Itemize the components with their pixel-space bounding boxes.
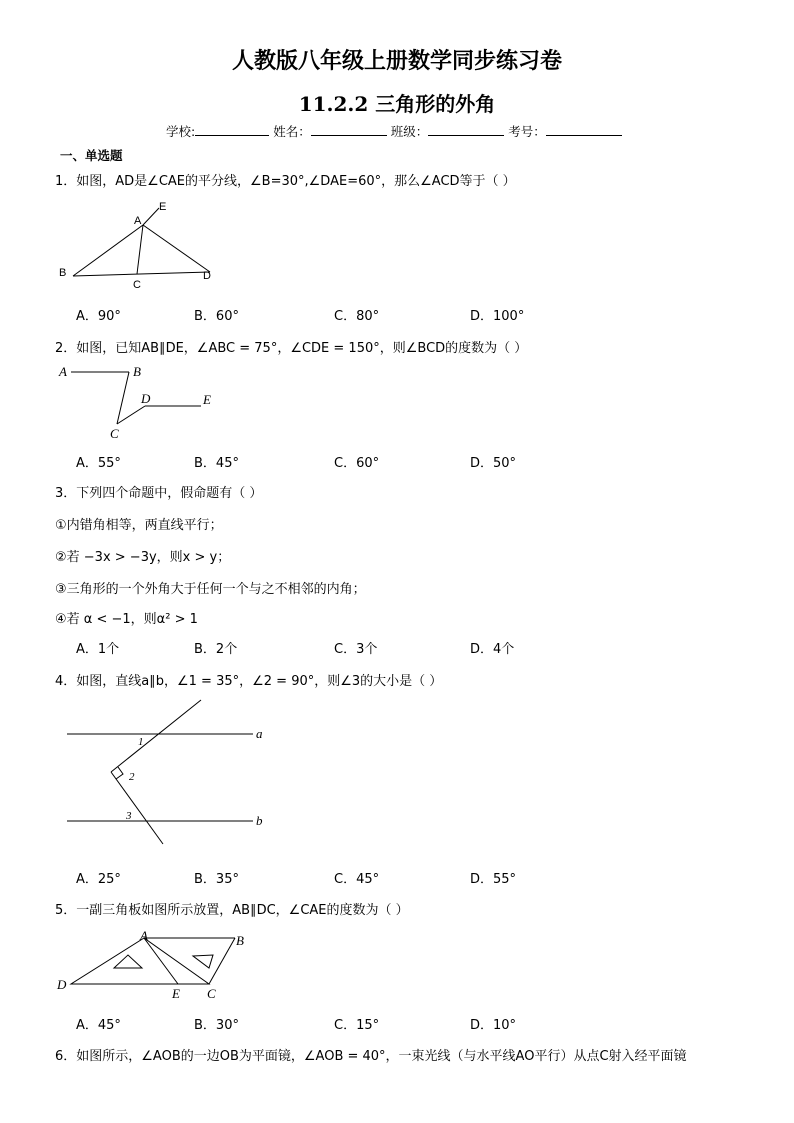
question-1-stem: 1．如图，AD是∠CAE的平分线，∠B=30°,∠DAE=60°，那么∠ACD等于（ ） (55, 174, 516, 189)
q2-option-a[interactable]: A．55° (76, 456, 121, 471)
q5-option-c[interactable]: C．15° (334, 1018, 380, 1033)
q4-option-c[interactable]: C．45° (334, 872, 380, 887)
school-blank[interactable] (195, 123, 269, 136)
q1-label-e: E (159, 201, 167, 213)
q4-label-a: a (256, 726, 263, 741)
q1-option-d[interactable]: D．100° (470, 309, 525, 324)
q5-label-b: B (236, 933, 244, 948)
q2-label-c: C (110, 426, 119, 441)
q4-option-b[interactable]: B．35° (194, 872, 239, 887)
q3-option-c[interactable]: C．3个 (334, 642, 378, 657)
q4-option-d[interactable]: D．55° (470, 872, 517, 887)
q4-angle-2: 2 (129, 771, 135, 783)
q5-label-d: D (57, 977, 67, 992)
question-4-figure (55, 700, 285, 860)
q1-label-a: A (134, 215, 142, 227)
q5-label-c: C (207, 986, 216, 1001)
name-blank[interactable] (311, 123, 387, 136)
question-2-options (76, 452, 756, 470)
exam-number-label: 考号： (508, 124, 546, 139)
q4-label-b: b (256, 813, 263, 828)
question-6-stem: 6．如图所示，∠AOB的一边OB为平面镜，∠AOB = 40°，一束光线（与水平线AO平行）从点C射入经平面镜 (55, 1049, 687, 1064)
q2-label-e: E (203, 392, 211, 407)
q3-statement-2: ②若 −3x > −3y，则x > y； (55, 550, 231, 565)
question-4-options (76, 868, 756, 886)
question-2-stem: 2．如图，已知AB∥DE，∠ABC = 75°，∠CDE = 150°，则∠BCD的度数为（ ） (55, 341, 528, 356)
q3-option-b[interactable]: B．2个 (194, 642, 238, 657)
question-1-figure (55, 198, 225, 293)
lesson-subtitle: 11.2.2 三角形的外角 (298, 92, 496, 116)
q2-label-b: B (133, 364, 141, 379)
q5-label-a: A (140, 928, 148, 943)
question-5-options (76, 1014, 756, 1032)
question-2-figure (55, 362, 230, 442)
section-heading: 一、单选题 (60, 148, 123, 163)
q1-label-c: C (133, 279, 141, 291)
q1-label-b: B (59, 267, 67, 279)
school-label: 学校: (166, 124, 196, 139)
class-label: 班级： (390, 124, 429, 139)
q2-option-b[interactable]: B．45° (194, 456, 239, 471)
q4-option-a[interactable]: A．25° (76, 872, 121, 887)
q4-angle-3: 3 (126, 810, 132, 822)
question-5-figure (55, 926, 265, 1004)
question-1-options (76, 305, 756, 323)
q1-option-b[interactable]: B．60° (194, 309, 239, 324)
q5-option-a[interactable]: A．45° (76, 1018, 121, 1033)
q3-statement-1: ①内错角相等，两直线平行； (55, 518, 223, 533)
question-3-options (76, 638, 756, 656)
question-3-stem: 3．下列四个命题中，假命题有（ ） (55, 486, 263, 501)
q5-label-e: E (172, 986, 180, 1001)
student-info-row (166, 122, 622, 140)
worksheet-title: 人教版八年级上册数学同步练习卷 (231, 48, 562, 74)
q2-option-d[interactable]: D．50° (470, 456, 517, 471)
exam-number-blank[interactable] (546, 123, 622, 136)
q2-option-c[interactable]: C．60° (334, 456, 380, 471)
class-blank[interactable] (428, 123, 504, 136)
question-4-stem: 4．如图，直线a∥b，∠1 = 35°，∠2 = 90°，则∠3的大小是（ ） (55, 674, 443, 689)
q2-label-a: A (59, 364, 67, 379)
q3-option-d[interactable]: D．4个 (470, 642, 515, 657)
q4-angle-1: 1 (138, 736, 144, 748)
question-5-stem: 5．一副三角板如图所示放置，AB∥DC，∠CAE的度数为（ ） (55, 903, 409, 918)
name-label: 姓名： (273, 124, 311, 139)
q1-label-d: D (203, 270, 211, 282)
q3-statement-3: ③三角形的一个外角大于任何一个与之不相邻的内角； (55, 582, 366, 597)
q5-option-b[interactable]: B．30° (194, 1018, 239, 1033)
q5-option-d[interactable]: D．10° (470, 1018, 517, 1033)
q3-statement-4: ④若 α < −1，则α² > 1 (55, 612, 198, 627)
q1-option-a[interactable]: A．90° (76, 309, 121, 324)
q3-option-a[interactable]: A．1个 (76, 642, 120, 657)
q1-option-c[interactable]: C．80° (334, 309, 380, 324)
q2-label-d: D (141, 391, 151, 406)
